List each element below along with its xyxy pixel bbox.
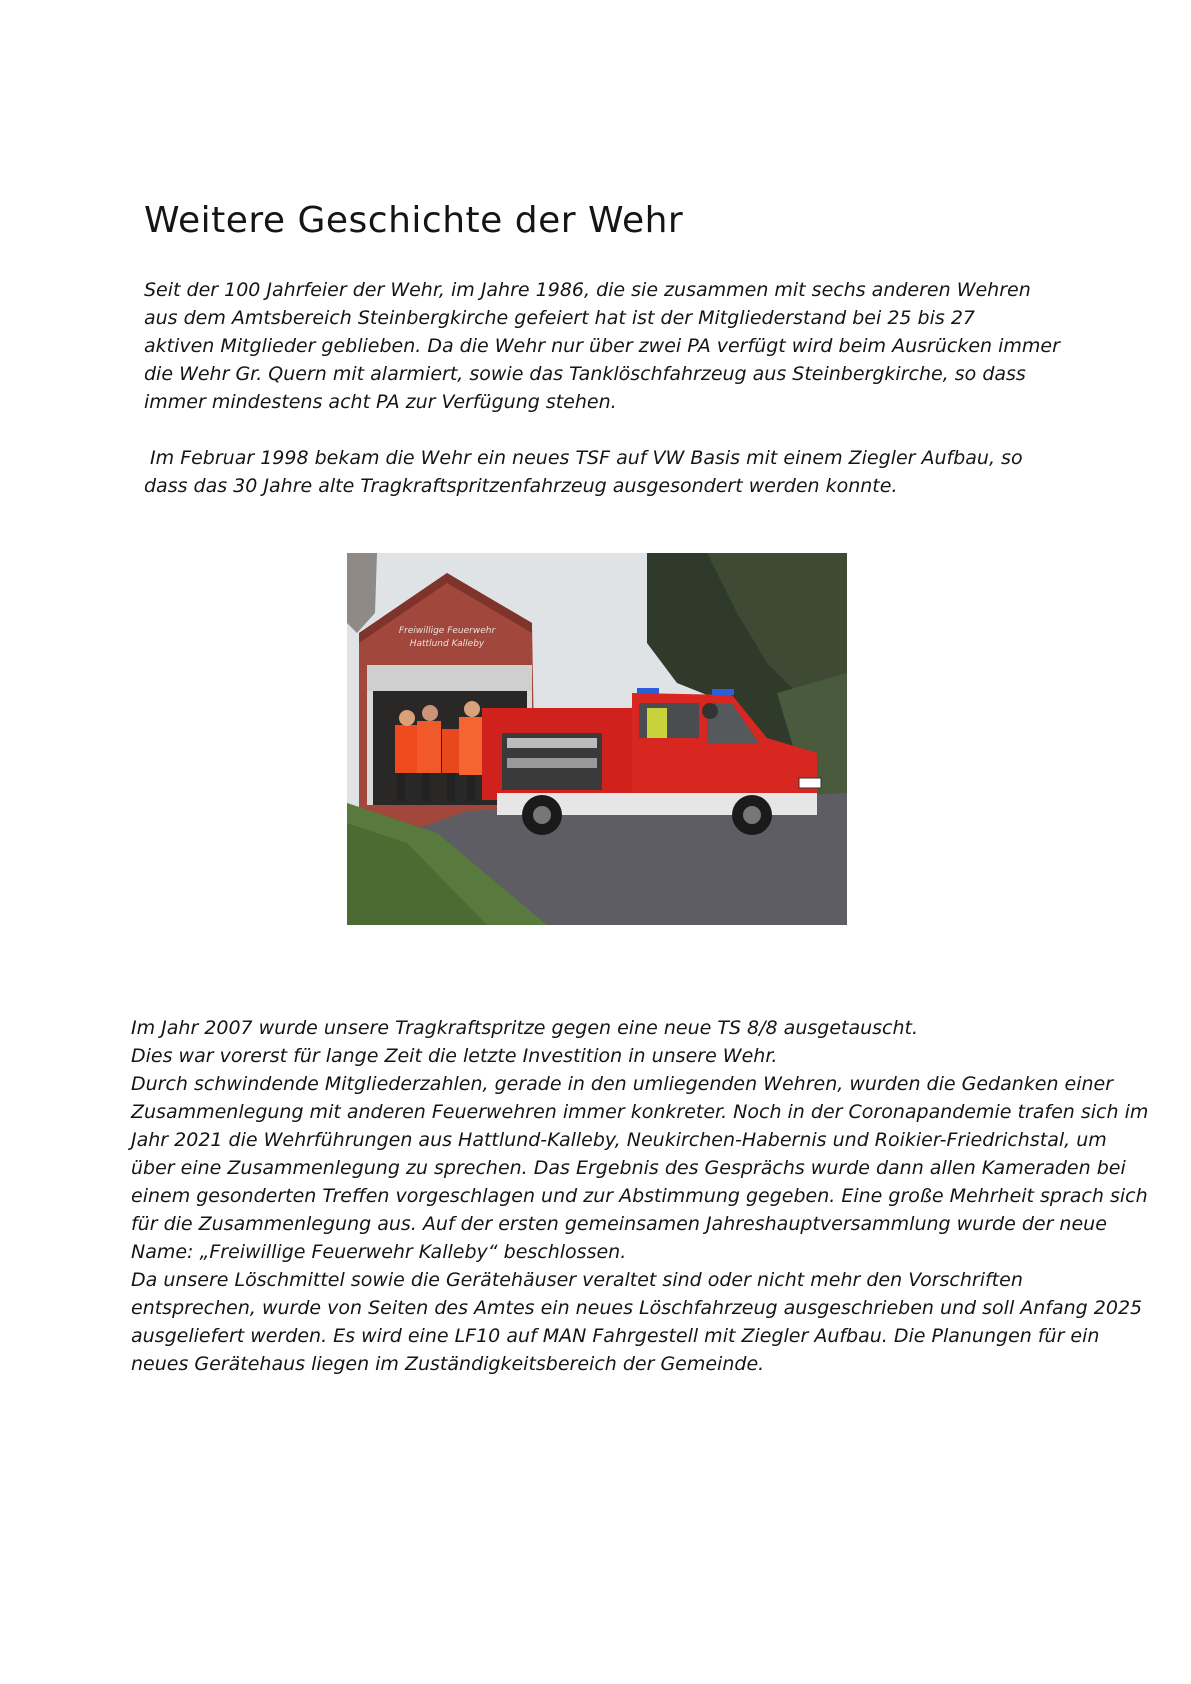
blue-light: [712, 689, 734, 695]
text-line: dass das 30 Jahre alte Tragkraftspritzenfahrzeug ausgesondert werden konnte.: [144, 475, 898, 497]
text-line: Dies war vorerst für lange Zeit die letzte Investition in unsere Wehr.: [131, 1045, 778, 1067]
history-paragraph-1998: [144, 444, 1023, 500]
text-line: über eine Zusammenlegung zu sprechen. Das Ergebnis des Gesprächs wurde dann allen Kameraden bei: [131, 1157, 1126, 1179]
text-line: Seit der 100 Jahrfeier der Wehr, im Jahre 1986, die sie zusammen mit sechs anderen Wehren: [144, 279, 1031, 301]
text-line: einem gesonderten Treffen vorgeschlagen und zur Abstimmung gegeben. Eine große Mehrheit sprach sich: [131, 1185, 1148, 1207]
page-title: Weitere Geschichte der Wehr: [144, 200, 684, 241]
text-line: Name: „Freiwillige Feuerwehr Kalleby“ beschlossen.: [131, 1241, 627, 1263]
station-sign-line1: Freiwillige Feuerwehr: [398, 626, 496, 636]
text-line: aktiven Mitglieder geblieben. Da die Wehr nur über zwei PA verfügt wird beim Ausrücken immer: [144, 335, 1060, 357]
text-line: aus dem Amtsbereich Steinbergkirche gefeiert hat ist der Mitgliederstand bei 25 bis 27: [144, 307, 975, 329]
history-paragraph-2007: [131, 1014, 1148, 1378]
text-line: die Wehr Gr. Quern mit alarmiert, sowie das Tanklöschfahrzeug aus Steinbergkirche, so dass: [144, 363, 1026, 385]
fire-station-photo: [347, 553, 847, 925]
text-line: immer mindestens acht PA zur Verfügung stehen.: [144, 391, 617, 413]
text-line: für die Zusammenlegung aus. Auf der ersten gemeinsamen Jahreshauptversammlung wurde der neue: [131, 1213, 1107, 1235]
text-line: Im Jahr 2007 wurde unsere Tragkraftspritze gegen eine neue TS 8/8 ausgetauscht.: [131, 1017, 919, 1039]
text-line: neues Gerätehaus liegen im Zuständigkeitsbereich der Gemeinde.: [131, 1353, 765, 1375]
fire-station-illustration: [347, 553, 847, 925]
text-line: Im Februar 1998 bekam die Wehr ein neues TSF auf VW Basis mit einem Ziegler Aufbau, so: [144, 447, 1023, 469]
history-paragraph-1986: [144, 276, 1060, 416]
text-line: Da unsere Löschmittel sowie die Gerätehäuser veraltet sind oder nicht mehr den Vorschriften: [131, 1269, 1023, 1291]
blue-light: [637, 688, 659, 694]
text-line: ausgeliefert werden. Es wird eine LF10 auf MAN Fahrgestell mit Ziegler Aufbau. Die Planungen für ein: [131, 1325, 1100, 1347]
text-line: Durch schwindende Mitgliederzahlen, gerade in den umliegenden Wehren, wurden die Gedanken einer: [131, 1073, 1114, 1095]
text-line: Zusammenlegung mit anderen Feuerwehren immer konkreter. Noch in der Coronapandemie trafen sich im: [131, 1101, 1149, 1123]
station-sign-line2: Hattlund Kalleby: [409, 639, 485, 649]
text-line: Jahr 2021 die Wehrführungen aus Hattlund-Kalleby, Neukirchen-Habernis und Roikier-Friedrichstal, um: [131, 1129, 1107, 1151]
text-line: entsprechen, wurde von Seiten des Amtes ein neues Löschfahrzeug ausgeschrieben und soll Anfang 2025: [131, 1297, 1143, 1319]
